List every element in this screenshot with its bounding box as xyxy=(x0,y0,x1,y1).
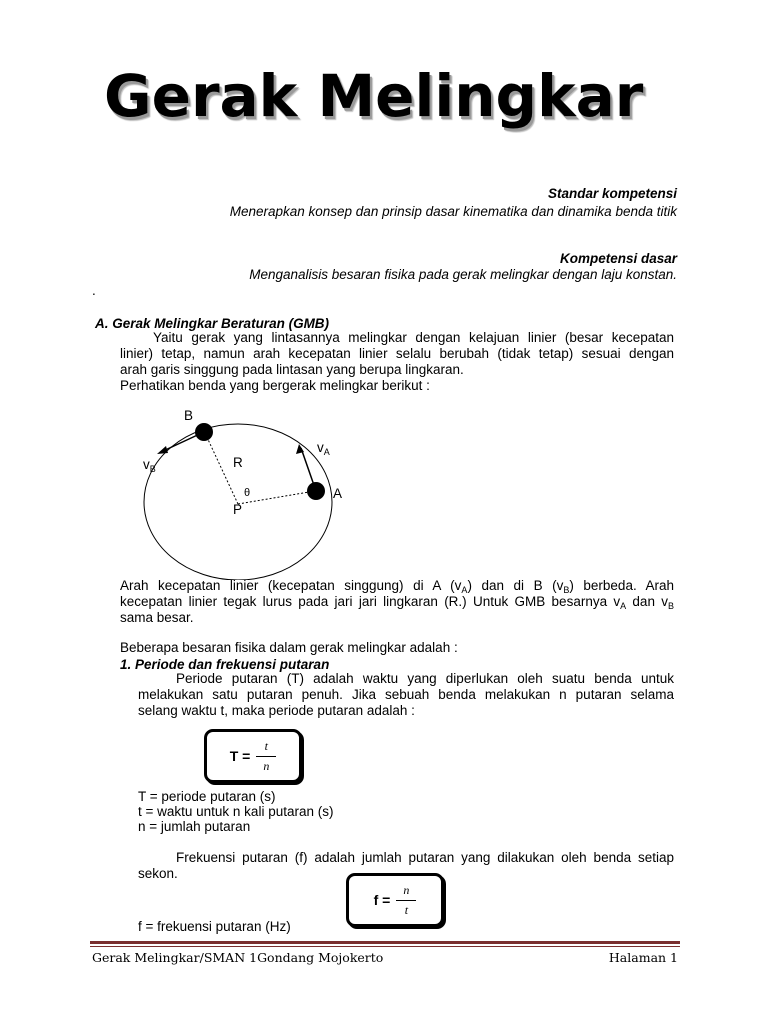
periode-line1: Periode putaran (T) adalah waktu yang diperlukan oleh suatu benda untuk xyxy=(176,671,674,686)
label-p: P xyxy=(233,502,243,517)
explain-line1: Arah kecepatan linier (kecepatan singgung) di A $(v_A)$ dan di B $(v_B)$ berbeda. Arah xyxy=(120,578,675,595)
footer-rule-thin xyxy=(90,946,680,947)
explain-line3: sama besar. xyxy=(120,610,194,625)
formula-period-fraction xyxy=(256,739,276,774)
frekuensi-line2: sekon. xyxy=(138,866,178,881)
kompetensi-heading: Kompetensi dasar xyxy=(559,251,677,266)
velocity-b-arrow xyxy=(161,432,204,452)
standar-text: Menerapkan konsep dan prinsip dasar kinematika dan dinamika benda titik xyxy=(229,204,677,219)
formula-frequency-lhs: f = xyxy=(373,892,391,908)
subsection-1-heading: 1. Periode dan frekuensi putaran xyxy=(120,657,330,672)
label-b: B xyxy=(184,408,194,423)
section-a-line1: Yaitu gerak yang lintasannya melingkar dengan kelajuan linier (besar kecepatan xyxy=(153,330,674,345)
velocity-a-arrow xyxy=(301,448,316,491)
page-title: Gerak Melingkar xyxy=(104,62,644,130)
stray-dot: . xyxy=(92,283,96,298)
def-time: t = waktu untuk n kali putaran (s) xyxy=(138,804,334,819)
besaran-intro: Beberapa besaran fisika dalam gerak melingkar adalah : xyxy=(120,640,458,655)
footer-page-number: Halaman 1 xyxy=(608,950,678,965)
formula-frequency-fraction xyxy=(396,883,416,918)
section-a-line4: Perhatikan benda yang bergerak melingkar berikut : xyxy=(120,378,430,393)
def-frequency: f = frekuensi putaran (Hz) xyxy=(138,919,291,934)
velocity-b-arrowhead xyxy=(157,446,168,454)
formula-period-denominator: n xyxy=(263,758,270,773)
formula-period-lhs: T = xyxy=(229,748,251,764)
label-r: R xyxy=(233,455,243,470)
section-a-line3: arah garis singgung pada lintasan yang berupa lingkaran. xyxy=(120,362,464,377)
frekuensi-line1: Frekuensi putaran (f) adalah jumlah putaran yang dilakukan oleh benda setiap xyxy=(176,850,674,865)
footer-left: Gerak Melingkar/SMAN 1Gondang Mojokerto xyxy=(92,950,384,965)
label-a: A xyxy=(333,486,343,501)
label-va: $v_A$ xyxy=(317,440,330,457)
periode-line3: selang waktu t, maka periode putaran adalah : xyxy=(138,703,415,718)
def-count: n = jumlah putaran xyxy=(138,819,251,834)
section-a-line2: linier) tetap, namun arah kecepatan linier selalu berubah (tidak tetap) sesuai dengan xyxy=(120,346,674,361)
standar-heading: Standar kompetensi xyxy=(547,186,677,201)
label-theta: θ xyxy=(244,487,251,499)
formula-period-numerator: t xyxy=(264,738,268,753)
explain-line2: kecepatan linier tegak lurus pada jari jari lingkaran (R.) Untuk GMB besarnya $v_A$ dan $v_B$ xyxy=(120,594,674,611)
formula-period-box xyxy=(204,729,302,783)
formula-frequency-box xyxy=(346,873,444,927)
label-vb: $v_B$ xyxy=(143,457,156,474)
kompetensi-text: Menganalisis besaran fisika pada gerak melingkar dengan laju konstan. xyxy=(249,267,677,282)
formula-frequency-numerator: n xyxy=(403,882,410,897)
footer-rule-thick xyxy=(90,941,680,944)
section-a-heading: A. Gerak Melingkar Beraturan (GMB) xyxy=(95,316,330,331)
def-period: T = periode putaran (s) xyxy=(138,789,276,804)
formula-frequency-denominator: t xyxy=(404,902,409,917)
periode-line2: melakukan satu putaran penuh. Jika sebuah benda melakukan n putaran selama xyxy=(138,687,674,702)
